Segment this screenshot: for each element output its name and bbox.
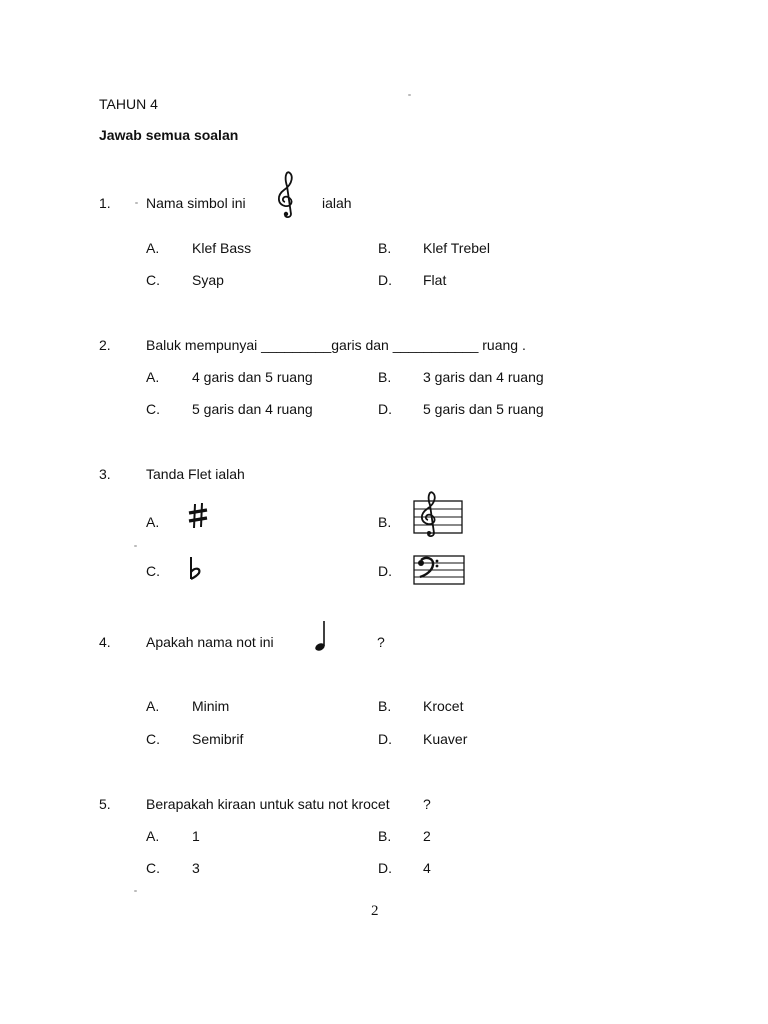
option-b-text[interactable]: 2 [423,828,431,844]
question-stem-end: ialah [322,195,352,211]
option-letter: D. [378,731,392,747]
option-d-text[interactable]: Kuaver [423,731,468,747]
staff-bass-clef-icon[interactable] [412,554,466,586]
option-d-text[interactable]: 5 garis dan 5 ruang [423,401,544,417]
level-heading: TAHUN 4 [99,96,158,112]
question-mark: ? [423,796,431,812]
option-letter: C. [146,563,160,579]
option-letter: A. [146,514,160,530]
question-number: 4. [99,634,111,650]
scan-speck [135,202,138,204]
staff-treble-clef-icon[interactable] [412,491,464,539]
scan-speck [134,545,137,547]
option-a-text[interactable]: Klef Bass [192,240,252,256]
crotchet-note-icon [313,620,329,652]
option-letter: C. [146,860,160,876]
page-number: 2 [371,903,379,919]
sharp-icon[interactable] [188,503,208,529]
question-number: 1. [99,195,111,211]
option-d-text[interactable]: Flat [423,272,447,288]
option-letter: C. [146,731,160,747]
option-letter: D. [378,401,392,417]
option-letter: B. [378,828,392,844]
option-letter: B. [378,240,392,256]
question-stem: Berapakah kiraan untuk satu not krocet [146,796,390,812]
option-letter: D. [378,563,392,579]
option-letter: C. [146,272,160,288]
option-letter: A. [146,828,160,844]
question-mark: ? [377,634,385,650]
question-number: 5. [99,796,111,812]
option-c-text[interactable]: Syap [192,272,224,288]
question-stem: Baluk mempunyai _________garis dan ___________ ruang . [146,337,526,353]
scan-speck [408,94,411,96]
instruction-heading: Jawab semua soalan [99,127,239,143]
question-number: 3. [99,466,111,482]
option-b-text[interactable]: Krocet [423,698,464,714]
question-stem: Apakah nama not ini [146,634,274,650]
scan-speck [134,890,137,892]
option-a-text[interactable]: 4 garis dan 5 ruang [192,369,313,385]
question-stem: Tanda Flet ialah [146,466,245,482]
option-letter: C. [146,401,160,417]
flat-icon[interactable] [188,556,204,582]
option-letter: A. [146,369,160,385]
option-a-text[interactable]: 1 [192,828,200,844]
option-c-text[interactable]: 5 garis dan 4 ruang [192,401,313,417]
option-letter: D. [378,272,392,288]
option-c-text[interactable]: Semibrif [192,731,244,747]
option-letter: D. [378,860,392,876]
option-d-text[interactable]: 4 [423,860,431,876]
option-letter: B. [378,369,392,385]
option-letter: B. [378,514,392,530]
question-number: 2. [99,337,111,353]
question-stem: Nama simbol ini [146,195,246,211]
treble-clef-icon [272,170,302,220]
option-letter: A. [146,698,160,714]
option-b-text[interactable]: Klef Trebel [423,240,490,256]
option-b-text[interactable]: 3 garis dan 4 ruang [423,369,544,385]
option-c-text[interactable]: 3 [192,860,200,876]
option-a-text[interactable]: Minim [192,698,230,714]
option-letter: B. [378,698,392,714]
option-letter: A. [146,240,160,256]
